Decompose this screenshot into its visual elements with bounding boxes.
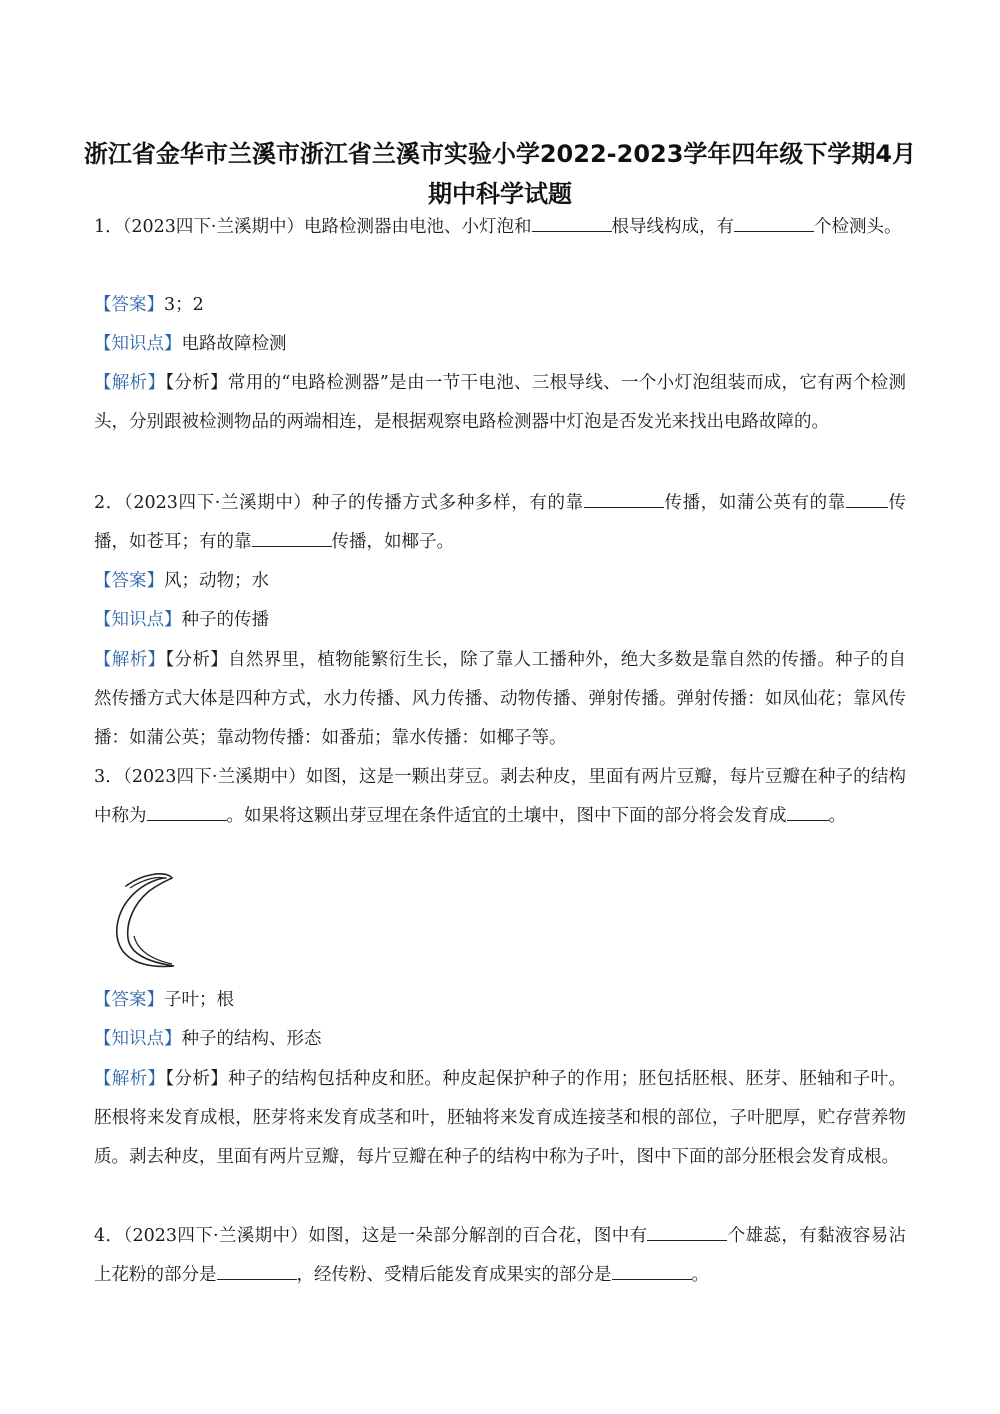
bean-inner-line	[134, 936, 172, 964]
analysis-paragraph	[94, 364, 906, 442]
answer-blank	[787, 802, 829, 821]
question-1	[94, 208, 906, 247]
answer-blank	[846, 489, 888, 508]
knowledge-text: 种子的传播	[181, 610, 269, 630]
question-text: 电路检测器由电池、小灯泡和	[304, 217, 532, 237]
answer-line	[94, 981, 906, 1020]
knowledge-text: 种子的结构、形态	[181, 1029, 322, 1049]
question-2	[94, 484, 906, 562]
knowledge-line	[94, 601, 906, 640]
title-line-1: 浙江省金华市兰溪市浙江省兰溪市实验小学2022-2023学年四年级下学期4月	[83, 140, 917, 168]
question-number: 2．	[94, 493, 124, 513]
sprouted-bean-icon	[108, 868, 188, 972]
question-text: 个雄蕊，有黏液容易沾上花粉的部分是	[94, 1226, 906, 1285]
answer-label: 【答案】	[94, 571, 164, 591]
answer-blank	[532, 213, 612, 232]
question-text: 如图，这是一颗出芽豆。剥去种皮，里面有两片豆瓣，每片豆瓣在种子的结构中称为	[94, 767, 906, 826]
knowledge-line	[94, 325, 906, 364]
answer-blank	[734, 213, 814, 232]
answer-text: 风；动物；水	[164, 571, 269, 591]
question-text: 传播，如椰子。	[331, 532, 454, 552]
analysis-label: 【解析】	[94, 1069, 166, 1089]
knowledge-label: 【知识点】	[94, 334, 182, 354]
analysis-paragraph	[94, 1060, 906, 1177]
document-title	[80, 134, 920, 214]
answer-blank	[147, 802, 227, 821]
answer-label: 【答案】	[94, 990, 164, 1010]
answer-blank	[217, 1261, 297, 1280]
question-text: ，经传粉、受精后能发育成果实的部分是	[296, 1265, 612, 1285]
analysis-text: 【分析】自然界里，植物能繁衍生长，除了靠人工播种外，绝大多数是靠自然的传播。种子的自然传播方式大体是四种方式，水力传播、风力传播、动物传播、弹射传播。弹射传播：如凤仙花；靠风传播：如蒲公英；靠动物传播：如番茄；靠水传播：如椰子等。	[94, 650, 907, 748]
question-source: （2023四下·兰溪期中）	[123, 493, 312, 513]
question-number: 1．	[94, 217, 123, 237]
knowledge-label: 【知识点】	[94, 1029, 182, 1049]
question-number: 3．	[94, 767, 123, 787]
question-3	[94, 758, 906, 836]
knowledge-label: 【知识点】	[94, 610, 182, 630]
analysis-label: 【解析】	[94, 373, 166, 393]
question-number: 4．	[94, 1226, 124, 1246]
question-text: 传播，如苍耳；有的靠	[94, 493, 907, 552]
question-text: 。	[691, 1265, 709, 1285]
knowledge-line	[94, 1020, 906, 1059]
question-text: 根导线构成，有	[611, 217, 734, 237]
answer-line	[94, 562, 906, 601]
answer-text: 3；2	[164, 295, 204, 315]
analysis-paragraph	[94, 641, 906, 758]
question-source: （2023四下·兰溪期中）	[122, 217, 304, 237]
analysis-text: 【分析】常用的“电路检测器”是由一节干电池、三根导线、一个小灯泡组装而成，它有两个检测头，分别跟被检测物品的两端相连，是根据观察电路检测器中灯泡是否发光来找出电路故障的。	[94, 373, 907, 432]
knowledge-text: 电路故障检测	[181, 334, 287, 354]
answer-label: 【答案】	[94, 295, 164, 315]
question-source: （2023四下·兰溪期中）	[123, 1226, 309, 1246]
answer-blank	[584, 489, 664, 508]
question-4	[94, 1217, 906, 1295]
question-source: （2023四下·兰溪期中）	[122, 767, 306, 787]
question-text: 。	[828, 806, 846, 826]
answer-blank	[252, 528, 332, 547]
answer-blank	[612, 1261, 692, 1280]
question-text: 个检测头。	[814, 217, 902, 237]
answer-text: 子叶；根	[164, 990, 234, 1010]
question-text: 种子的传播方式多种多样，有的靠	[311, 493, 584, 513]
title-line-2: 期中科学试题	[428, 180, 572, 208]
question-text: 传播，如蒲公英有的靠	[663, 493, 846, 513]
answer-line	[94, 286, 906, 325]
question-text: 如图，这是一朵部分解剖的百合花，图中有	[308, 1226, 648, 1246]
analysis-label: 【解析】	[94, 650, 166, 670]
answer-blank	[647, 1222, 727, 1241]
question-text: 。如果将这颗出芽豆埋在条件适宜的土壤中，图中下面的部分将会发育成	[226, 806, 787, 826]
analysis-text: 【分析】种子的结构包括种皮和胚。种皮起保护种子的作用；胚包括胚根、胚芽、胚轴和子叶。胚根将来发育成根，胚芽将来发育成茎和叶，胚轴将来发育成连接茎和根的部位，子叶肥厚，贮存营养物质。剥去种皮，里面有两片豆瓣，每片豆瓣在种子的结构中称为子叶，图中下面的部分胚根会发育成根。	[94, 1069, 907, 1167]
